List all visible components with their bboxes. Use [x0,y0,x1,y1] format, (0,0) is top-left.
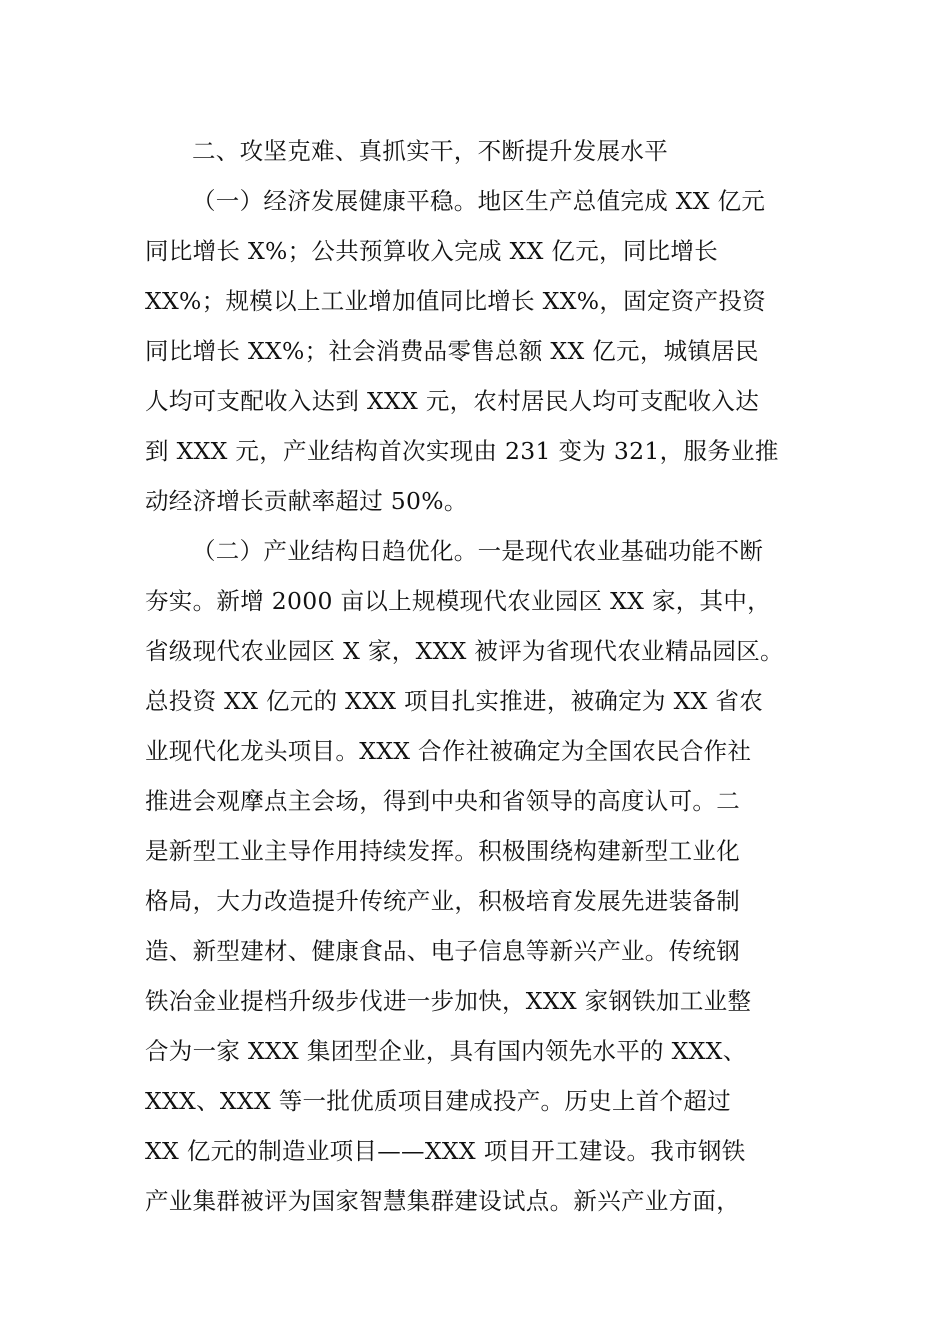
paragraph-line: （二）产业结构日趋优化。一是现代农业基础功能不断 [192,537,764,565]
paragraph-line: 造、新型建材、健康食品、电子信息等新兴产业。传统钢 [145,937,740,965]
paragraph-line: 产业集群被评为国家智慧集群建设试点。新兴产业方面， [145,1187,740,1215]
paragraph-line: （一）经济发展健康平稳。地区生产总值完成 XX 亿元 [192,187,766,215]
paragraph-line: 合为一家 XXX 集团型企业，具有国内领先水平的 XXX、 [145,1037,747,1065]
paragraph-line: 格局，大力改造提升传统产业，积极培育发展先进装备制 [145,887,740,915]
paragraph-line: 业现代化龙头项目。XXX 合作社被确定为全国农民合作社 [145,737,752,765]
section-heading: 二、攻坚克难、真抓实干，不断提升发展水平 [192,137,668,165]
paragraph-line: 动经济增长贡献率超过 50%。 [145,487,468,515]
paragraph-line: 是新型工业主导作用持续发挥。积极围绕构建新型工业化 [145,837,740,865]
paragraph-line: XXX、XXX 等一批优质项目建成投产。历史上首个超过 [145,1087,731,1115]
paragraph-line: XX 亿元的制造业项目——XXX 项目开工建设。我市钢铁 [145,1137,746,1165]
paragraph-line: 铁冶金业提档升级步伐进一步加快，XXX 家钢铁加工业整 [145,987,752,1015]
paragraph-line: 夯实。新增 2000 亩以上规模现代农业园区 XX 家，其中， [145,587,771,615]
paragraph-line: XX%；规模以上工业增加值同比增长 XX%，固定资产投资 [145,287,766,315]
paragraph-line: 同比增长 XX%；社会消费品零售总额 XX 亿元，城镇居民 [145,337,759,365]
paragraph-line: 到 XXX 元，产业结构首次实现由 231 变为 321，服务业推 [145,437,779,465]
paragraph-line: 总投资 XX 亿元的 XXX 项目扎实推进，被确定为 XX 省农 [145,687,764,715]
paragraph-line: 人均可支配收入达到 XXX 元，农村居民人均可支配收入达 [145,387,760,415]
paragraph-line: 推进会观摩点主会场，得到中央和省领导的高度认可。二 [145,787,740,815]
paragraph-line: 省级现代农业园区 X 家，XXX 被评为省现代农业精品园区。 [145,637,784,665]
paragraph-line: 同比增长 X%；公共预算收入完成 XX 亿元，同比增长 [145,237,719,265]
